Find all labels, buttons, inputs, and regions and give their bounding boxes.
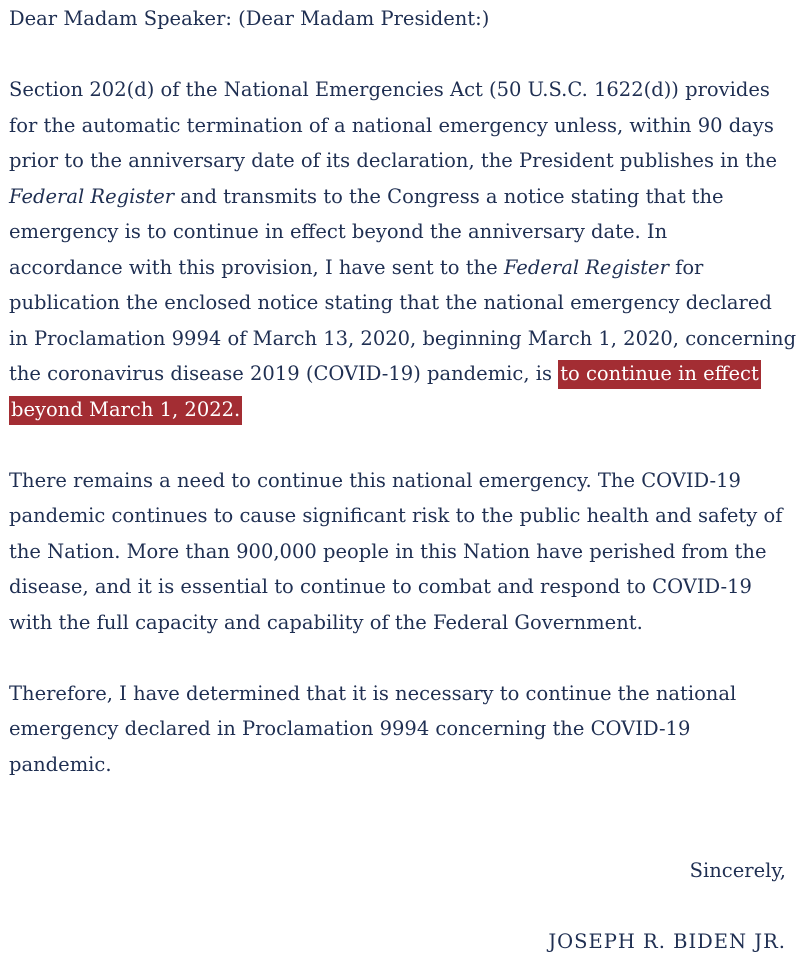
paragraph-line: publication the enclosed notice stating that the national emergency declared — [9, 291, 772, 314]
paragraph-line — [9, 392, 785, 428]
paragraph-line: in Proclamation 9994 of March 13, 2020, beginning March 1, 2020, concerning — [9, 326, 797, 350]
letter — [9, 0, 797, 960]
paragraph-line: disease, and it is essential to continue to combat and respond to COVID-19 — [9, 575, 752, 598]
paragraph-line: emergency declared in Proclamation 9994 concerning the COVID-19 — [9, 717, 691, 740]
paragraph-line: pandemic. — [9, 752, 112, 776]
paragraph-line — [9, 179, 785, 215]
line-text: for — [668, 255, 704, 279]
paragraph-line — [9, 250, 785, 286]
paragraph-2 — [9, 463, 785, 641]
paragraph-line: for the automatic termination of a national emergency unless, within 90 days — [9, 113, 774, 137]
federal-register-italic: Federal Register — [9, 184, 175, 208]
signature-gap — [9, 889, 785, 925]
paragraph-gap — [9, 640, 785, 676]
paragraph-3 — [9, 676, 785, 783]
paragraph-line: emergency is to continue in effect beyond the anniversary date. In — [9, 220, 668, 243]
highlighted-text: beyond March 1, 2022. — [9, 396, 242, 425]
line-text: the coronavirus disease 2019 (COVID-19) pandemic, is — [9, 362, 559, 385]
paragraph-line: Therefore, I have determined that it is necessary to continue the national — [9, 681, 737, 705]
paragraph-line: Section 202(d) of the National Emergencies Act (50 U.S.C. 1622(d)) provides — [9, 78, 770, 101]
paragraph-line — [9, 356, 785, 392]
paragraph-gap — [9, 427, 785, 463]
paragraph-gap — [9, 782, 785, 818]
line-text: and transmits to the Congress a notice stating that the — [174, 184, 724, 208]
paragraph-line: pandemic continues to cause significant risk to the public health and safety of — [9, 504, 783, 527]
federal-register-italic: Federal Register — [503, 255, 669, 279]
paragraph-line: with the full capacity and capability of the Federal Government. — [9, 610, 643, 634]
paragraph-line: There remains a need to continue this national emergency. The COVID-19 — [9, 468, 741, 492]
closing: Sincerely, — [689, 859, 786, 882]
paragraph-1 — [9, 72, 797, 427]
highlighted-text: to continue in effect — [558, 360, 761, 389]
paragraph-gap — [9, 37, 785, 73]
signature: JOSEPH R. BIDEN JR. — [548, 930, 786, 953]
paragraph-gap — [9, 818, 785, 854]
paragraph-line: the Nation. More than 900,000 people in this Nation have perished from the — [9, 539, 767, 563]
line-text: accordance with this provision, I have sent to the — [9, 255, 504, 279]
paragraph-line: prior to the anniversary date of its declaration, the President publishes in the — [9, 149, 778, 172]
salutation: Dear Madam Speaker: (Dear Madam President:) — [9, 7, 490, 30]
